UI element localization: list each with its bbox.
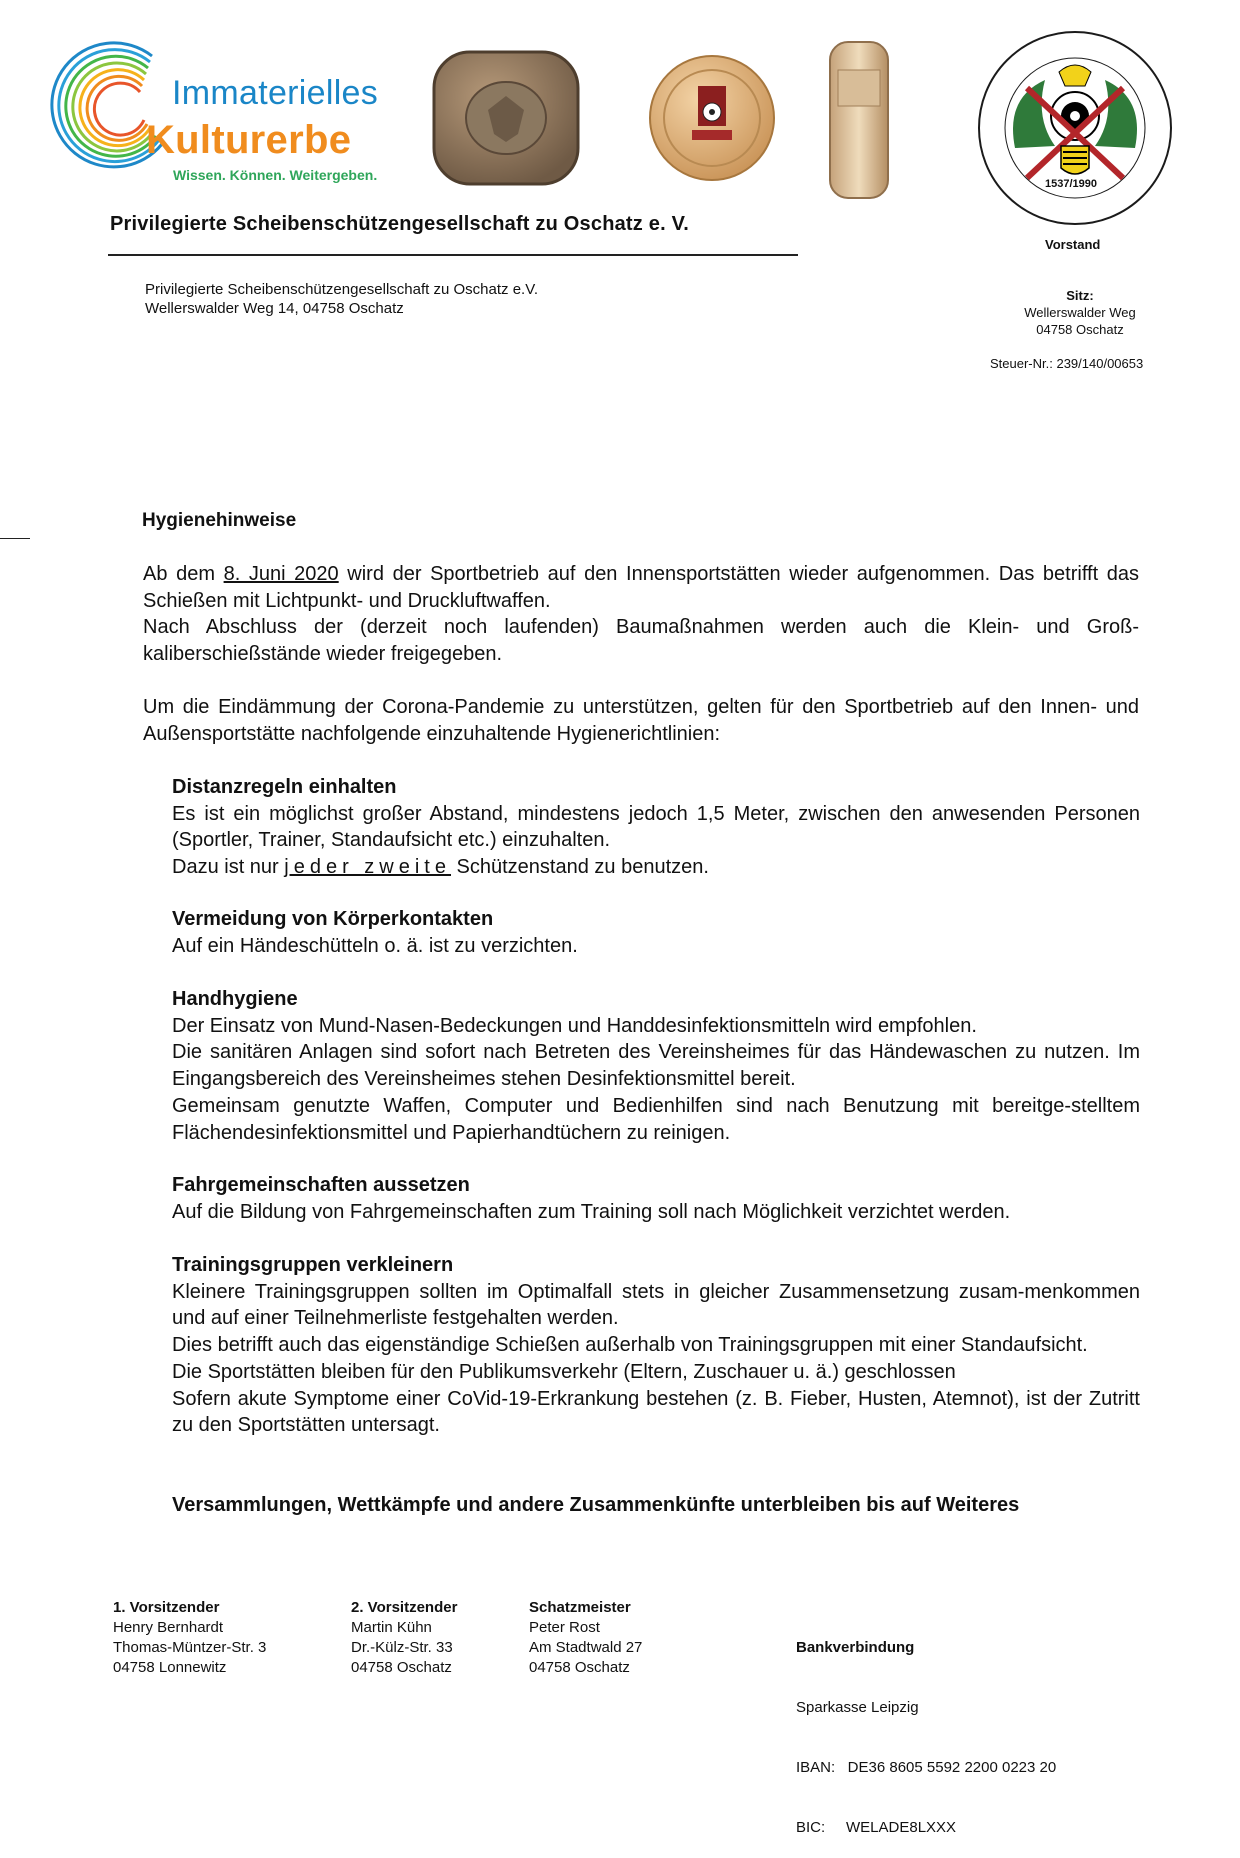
- section-text: Gemeinsam genutzte Waffen, Computer und Bedienhilfen sind nach Benutzung mit bereitge-stelltem Flächendesinfektionsmittel und Papierhandtüchern zu reinigen.: [172, 1094, 1140, 1144]
- paragraph-1: [143, 561, 1139, 614]
- section-text: Auf ein Händeschütteln o. ä. ist zu verzichten.: [172, 934, 578, 957]
- section-versammlungen: [172, 1492, 1072, 1519]
- seat-label: Sitz:: [1066, 288, 1094, 303]
- title-divider: [108, 254, 798, 256]
- seat-city: 04758 Oschatz: [1036, 322, 1124, 337]
- section-title: Vermeidung von Körperkontakten: [172, 908, 494, 930]
- footer-line: Martin Kühn: [351, 1619, 432, 1636]
- footer-line: Am Stadtwald 27: [529, 1639, 643, 1656]
- sender-line2: Wellerswalder Weg 14, 04758 Oschatz: [145, 300, 404, 317]
- footer-line: Peter Rost: [529, 1619, 600, 1636]
- section-text: Der Einsatz von Mund-Nasen-Bedeckungen und Handdesinfektionsmitteln wird empfohlen.: [172, 1014, 977, 1037]
- text-fragment: Dazu ist nur: [172, 856, 285, 879]
- sender-line1: Privilegierte Scheibenschützengesellschaft zu Oschatz e.V.: [145, 281, 538, 298]
- vorstand-label: Vorstand: [1045, 237, 1101, 252]
- fold-mark: [0, 538, 30, 539]
- p1-date: 8. Juni 2020: [223, 563, 339, 585]
- sender-address: [145, 280, 538, 318]
- section-handhygiene: [172, 986, 1140, 1146]
- section-title: Handhygiene: [172, 988, 298, 1010]
- kulturerbe-logo-tagline: Wissen. Können. Weitergeben.: [173, 167, 378, 183]
- footer-heading: 2. Vorsitzender: [351, 1599, 458, 1616]
- footer-column-4: [796, 1598, 1056, 1858]
- p1-start: Ab dem: [143, 563, 224, 585]
- page-title: Privilegierte Scheibenschützengesellschaft zu Oschatz e. V.: [110, 213, 690, 235]
- section-fahrgemeinschaften: [172, 1172, 1140, 1225]
- footer-line: Henry Bernhardt: [113, 1619, 224, 1636]
- footer-heading: 1. Vorsitzender: [113, 1599, 220, 1616]
- section-distanzregeln: [172, 774, 1140, 881]
- seat-street: Wellerswalder Weg: [1024, 305, 1136, 320]
- footer-line: Sparkasse Leipzig: [796, 1699, 919, 1716]
- p1-rest: wird der Sportbetrieb auf den Innensportstätten wieder aufgenommen. Das betrifft das Schießen mit Lichtpunkt- und Druckluftwaffen.: [143, 563, 1139, 612]
- section-trainingsgruppen: [172, 1252, 1140, 1439]
- text-fragment: Schützenstand zu benutzen.: [450, 856, 709, 879]
- sportplakette-medal-image: [430, 48, 582, 188]
- section-title: Fahrgemeinschaften aussetzen: [172, 1174, 470, 1196]
- footer-heading: Schatzmeister: [529, 1599, 631, 1616]
- kulturerbe-logo-line2: Kulturerbe: [146, 118, 352, 162]
- document-heading: Hygienehinweise: [142, 510, 297, 531]
- footer-line: 04758 Oschatz: [351, 1659, 452, 1676]
- section-title: Trainingsgruppen verkleinern: [172, 1254, 454, 1276]
- emblem-year: 1537/1990: [1045, 178, 1097, 190]
- seat-info: [980, 287, 1180, 338]
- section-text: Die Sportstätten bleiben für den Publikumsverkehr (Eltern, Zuschauer u. ä.) geschlossen: [172, 1360, 956, 1383]
- section-text: Es ist ein möglichst großer Abstand, mindestens jedoch 1,5 Meter, zwischen den anwesenden Personen (Sportler, Trainer, Standaufsicht etc.) einzuhalten.: [172, 802, 1140, 852]
- kulturerbe-logo-line1: Immaterielles: [172, 74, 379, 112]
- tax-number: Steuer-Nr.: 239/140/00653: [990, 356, 1144, 371]
- footer-heading: Bankverbindung: [796, 1639, 915, 1656]
- section-text: Dies betrifft auch das eigenständige Schießen außerhalb von Trainingsgruppen mit einer Standaufsicht.: [172, 1334, 1088, 1357]
- footer-line: Dr.-Külz-Str. 33: [351, 1639, 453, 1656]
- footer-column-3: [529, 1598, 642, 1678]
- section-text: [172, 854, 1140, 881]
- footer-line: 04758 Oschatz: [529, 1659, 630, 1676]
- jubilee-tube-image: [826, 40, 892, 200]
- section-title: Distanzregeln einhalten: [172, 776, 397, 798]
- paragraph-3: Um die Eindämmung der Corona-Pandemie zu unterstützen, gelten für den Sportbetrieb auf den Innen- und Außensportstätte nachfolgende einzuhaltende Hygienerichtlinien:: [143, 696, 1139, 745]
- emphasis-text: jeder zweite: [284, 856, 451, 879]
- society-emblem: [975, 28, 1175, 228]
- footer-line: 04758 Lonnewitz: [113, 1659, 227, 1676]
- section-text: Kleinere Trainingsgruppen sollten im Optimalfall stets in gleicher Zusammensetzung zusam-menkommen und auf einer Teilnehmerliste festgehalten werden.: [172, 1280, 1140, 1330]
- paragraph-2: Nach Abschluss der (derzeit noch laufenden) Baumaßnahmen werden auch die Klein- und Groß-kaliberschießstände wieder freigegeben.: [143, 616, 1139, 665]
- footer-column-1: [113, 1598, 266, 1678]
- section-koerperkontakte: [172, 906, 1140, 959]
- footer-bic: BIC: WELADE8LXXX: [796, 1819, 957, 1836]
- section-text: Sofern akute Symptome einer CoVid-19-Erkrankung bestehen (z. B. Fieber, Husten, Atemnot), ist der Zutritt zu den Sportstätten untersagt.: [172, 1387, 1140, 1437]
- footer-column-2: [351, 1598, 457, 1678]
- section-text: Die sanitären Anlagen sind sofort nach Betreten des Vereinsheimes für das Händewaschen zu nutzen. Im Eingangsbereich des Vereinsheimes stehen Desinfektionsmittel bereit.: [172, 1041, 1140, 1091]
- section-title: Versammlungen, Wettkämpfe und andere Zusammenkünfte unterbleiben bis auf Weiteres: [172, 1494, 1020, 1516]
- footer-iban: IBAN: DE36 8605 5592 2200 0223 20: [796, 1759, 1057, 1776]
- footer-line: Thomas-Müntzer-Str. 3: [113, 1639, 267, 1656]
- section-text: Auf die Bildung von Fahrgemeinschaften zum Training soll nach Möglichkeit verzichtet werden.: [172, 1200, 1011, 1223]
- gold-medal-image: [646, 52, 778, 184]
